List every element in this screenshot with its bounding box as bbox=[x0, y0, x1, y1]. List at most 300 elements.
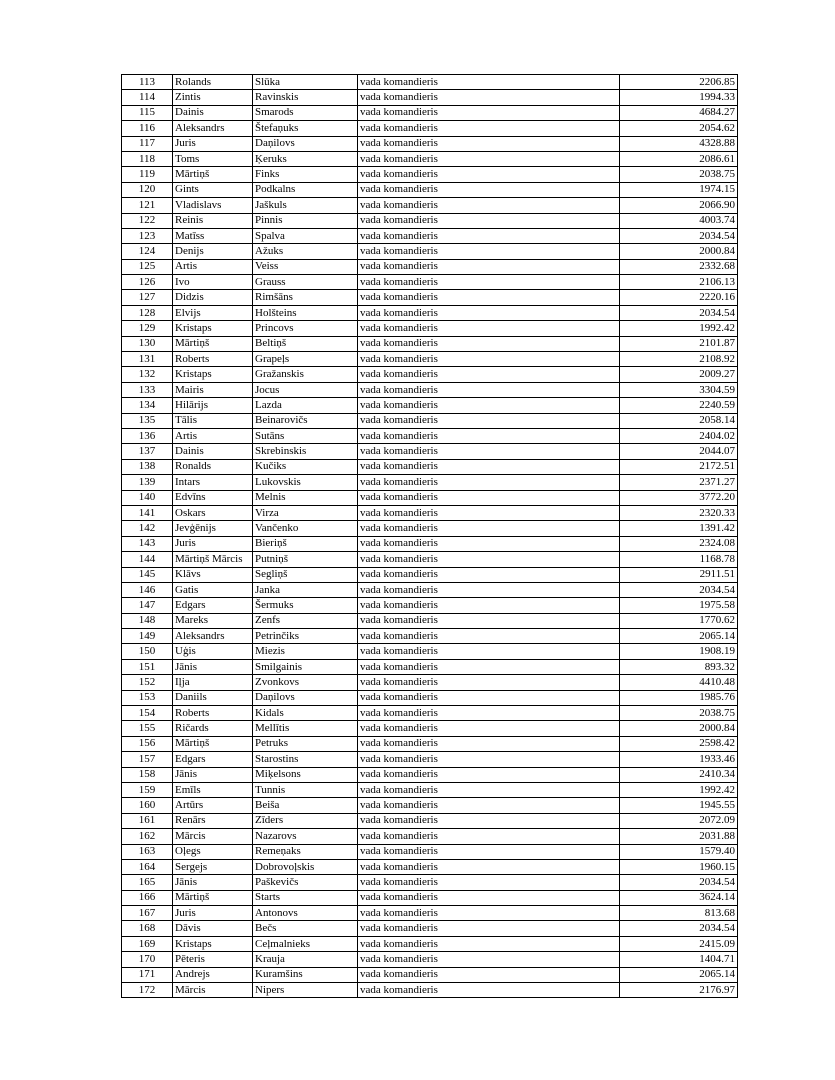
amount-cell: 2598.42 bbox=[620, 736, 738, 751]
position-cell: vada komandieris bbox=[358, 444, 620, 459]
position-cell: vada komandieris bbox=[358, 567, 620, 582]
table-row bbox=[122, 213, 738, 228]
amount-cell: 2404.02 bbox=[620, 428, 738, 443]
row-number-cell: 163 bbox=[122, 844, 173, 859]
table-row bbox=[122, 829, 738, 844]
last-name-cell: Princovs bbox=[253, 321, 358, 336]
amount-cell: 2065.14 bbox=[620, 967, 738, 982]
first-name-cell: Kristaps bbox=[173, 321, 253, 336]
amount-cell: 1933.46 bbox=[620, 752, 738, 767]
amount-cell: 2066.90 bbox=[620, 198, 738, 213]
last-name-cell: Beinarovičs bbox=[253, 413, 358, 428]
first-name-cell: Klāvs bbox=[173, 567, 253, 582]
position-cell: vada komandieris bbox=[358, 706, 620, 721]
table-row bbox=[122, 844, 738, 859]
first-name-cell: Jānis bbox=[173, 875, 253, 890]
first-name-cell: Mārcis bbox=[173, 983, 253, 998]
last-name-cell: Krauja bbox=[253, 952, 358, 967]
first-name-cell: Daniils bbox=[173, 690, 253, 705]
first-name-cell: Juris bbox=[173, 906, 253, 921]
amount-cell: 2000.84 bbox=[620, 721, 738, 736]
position-cell: vada komandieris bbox=[358, 721, 620, 736]
amount-cell: 2108.92 bbox=[620, 352, 738, 367]
table-row bbox=[122, 813, 738, 828]
amount-cell: 2054.62 bbox=[620, 121, 738, 136]
amount-cell: 4003.74 bbox=[620, 213, 738, 228]
first-name-cell: Mārtiņš bbox=[173, 167, 253, 182]
table-row bbox=[122, 75, 738, 90]
position-cell: vada komandieris bbox=[358, 90, 620, 105]
table-row bbox=[122, 490, 738, 505]
position-cell: vada komandieris bbox=[358, 644, 620, 659]
table-row bbox=[122, 967, 738, 982]
table-row bbox=[122, 536, 738, 551]
row-number-cell: 120 bbox=[122, 182, 173, 197]
amount-cell: 2240.59 bbox=[620, 398, 738, 413]
first-name-cell: Andrejs bbox=[173, 967, 253, 982]
table-row bbox=[122, 398, 738, 413]
position-cell: vada komandieris bbox=[358, 336, 620, 351]
employee-table bbox=[121, 74, 738, 998]
position-cell: vada komandieris bbox=[358, 167, 620, 182]
row-number-cell: 147 bbox=[122, 598, 173, 613]
last-name-cell: Kučiks bbox=[253, 459, 358, 474]
amount-cell: 2034.54 bbox=[620, 305, 738, 320]
first-name-cell: Roberts bbox=[173, 706, 253, 721]
row-number-cell: 153 bbox=[122, 690, 173, 705]
amount-cell: 1770.62 bbox=[620, 613, 738, 628]
row-number-cell: 116 bbox=[122, 121, 173, 136]
amount-cell: 2101.87 bbox=[620, 336, 738, 351]
table-row bbox=[122, 444, 738, 459]
position-cell: vada komandieris bbox=[358, 198, 620, 213]
position-cell: vada komandieris bbox=[358, 798, 620, 813]
table-row bbox=[122, 906, 738, 921]
row-number-cell: 169 bbox=[122, 936, 173, 951]
amount-cell: 2034.54 bbox=[620, 582, 738, 597]
table-row bbox=[122, 675, 738, 690]
table-row bbox=[122, 244, 738, 259]
amount-cell: 2410.34 bbox=[620, 767, 738, 782]
last-name-cell: Jocus bbox=[253, 382, 358, 397]
amount-cell: 1168.78 bbox=[620, 552, 738, 567]
position-cell: vada komandieris bbox=[358, 275, 620, 290]
position-cell: vada komandieris bbox=[358, 490, 620, 505]
table-row bbox=[122, 552, 738, 567]
row-number-cell: 115 bbox=[122, 105, 173, 120]
row-number-cell: 160 bbox=[122, 798, 173, 813]
amount-cell: 2031.88 bbox=[620, 829, 738, 844]
position-cell: vada komandieris bbox=[358, 921, 620, 936]
row-number-cell: 170 bbox=[122, 952, 173, 967]
first-name-cell: Uģis bbox=[173, 644, 253, 659]
row-number-cell: 165 bbox=[122, 875, 173, 890]
row-number-cell: 132 bbox=[122, 367, 173, 382]
table-row bbox=[122, 921, 738, 936]
last-name-cell: Jaškuls bbox=[253, 198, 358, 213]
table-row bbox=[122, 567, 738, 582]
amount-cell: 1579.40 bbox=[620, 844, 738, 859]
last-name-cell: Bieriņš bbox=[253, 536, 358, 551]
amount-cell: 813.68 bbox=[620, 906, 738, 921]
table-row bbox=[122, 890, 738, 905]
table-row bbox=[122, 382, 738, 397]
table-row bbox=[122, 505, 738, 520]
first-name-cell: Emīls bbox=[173, 782, 253, 797]
last-name-cell: Virza bbox=[253, 505, 358, 520]
last-name-cell: Finks bbox=[253, 167, 358, 182]
position-cell: vada komandieris bbox=[358, 752, 620, 767]
first-name-cell: Dainis bbox=[173, 444, 253, 459]
amount-cell: 2324.08 bbox=[620, 536, 738, 551]
first-name-cell: Artis bbox=[173, 259, 253, 274]
first-name-cell: Sergejs bbox=[173, 859, 253, 874]
first-name-cell: Denijs bbox=[173, 244, 253, 259]
amount-cell: 2320.33 bbox=[620, 505, 738, 520]
first-name-cell: Ričards bbox=[173, 721, 253, 736]
last-name-cell: Starts bbox=[253, 890, 358, 905]
table-row bbox=[122, 336, 738, 351]
amount-cell: 2086.61 bbox=[620, 151, 738, 166]
position-cell: vada komandieris bbox=[358, 844, 620, 859]
row-number-cell: 127 bbox=[122, 290, 173, 305]
last-name-cell: Veiss bbox=[253, 259, 358, 274]
position-cell: vada komandieris bbox=[358, 121, 620, 136]
position-cell: vada komandieris bbox=[358, 675, 620, 690]
table-row bbox=[122, 290, 738, 305]
first-name-cell: Artis bbox=[173, 428, 253, 443]
position-cell: vada komandieris bbox=[358, 967, 620, 982]
amount-cell: 2044.07 bbox=[620, 444, 738, 459]
row-number-cell: 145 bbox=[122, 567, 173, 582]
position-cell: vada komandieris bbox=[358, 829, 620, 844]
last-name-cell: Beltiņš bbox=[253, 336, 358, 351]
position-cell: vada komandieris bbox=[358, 75, 620, 90]
amount-cell: 2911.51 bbox=[620, 567, 738, 582]
first-name-cell: Dainis bbox=[173, 105, 253, 120]
last-name-cell: Petrinčiks bbox=[253, 629, 358, 644]
last-name-cell: Smarods bbox=[253, 105, 358, 120]
row-number-cell: 162 bbox=[122, 829, 173, 844]
position-cell: vada komandieris bbox=[358, 475, 620, 490]
first-name-cell: Artūrs bbox=[173, 798, 253, 813]
row-number-cell: 142 bbox=[122, 521, 173, 536]
last-name-cell: Miķelsons bbox=[253, 767, 358, 782]
amount-cell: 893.32 bbox=[620, 659, 738, 674]
last-name-cell: Šermuks bbox=[253, 598, 358, 613]
first-name-cell: Iļja bbox=[173, 675, 253, 690]
last-name-cell: Kuramšins bbox=[253, 967, 358, 982]
last-name-cell: Daņilovs bbox=[253, 136, 358, 151]
table-row bbox=[122, 321, 738, 336]
position-cell: vada komandieris bbox=[358, 552, 620, 567]
last-name-cell: Zenfs bbox=[253, 613, 358, 628]
first-name-cell: Juris bbox=[173, 136, 253, 151]
amount-cell: 3624.14 bbox=[620, 890, 738, 905]
row-number-cell: 152 bbox=[122, 675, 173, 690]
table-row bbox=[122, 613, 738, 628]
row-number-cell: 161 bbox=[122, 813, 173, 828]
last-name-cell: Rimšāns bbox=[253, 290, 358, 305]
position-cell: vada komandieris bbox=[358, 813, 620, 828]
position-cell: vada komandieris bbox=[358, 213, 620, 228]
row-number-cell: 134 bbox=[122, 398, 173, 413]
row-number-cell: 171 bbox=[122, 967, 173, 982]
row-number-cell: 148 bbox=[122, 613, 173, 628]
position-cell: vada komandieris bbox=[358, 352, 620, 367]
position-cell: vada komandieris bbox=[358, 321, 620, 336]
position-cell: vada komandieris bbox=[358, 936, 620, 951]
amount-cell: 2058.14 bbox=[620, 413, 738, 428]
first-name-cell: Oskars bbox=[173, 505, 253, 520]
amount-cell: 4684.27 bbox=[620, 105, 738, 120]
amount-cell: 1974.15 bbox=[620, 182, 738, 197]
last-name-cell: Sutāns bbox=[253, 428, 358, 443]
position-cell: vada komandieris bbox=[358, 690, 620, 705]
table-row bbox=[122, 659, 738, 674]
position-cell: vada komandieris bbox=[358, 228, 620, 243]
first-name-cell: Ivo bbox=[173, 275, 253, 290]
table-row bbox=[122, 598, 738, 613]
first-name-cell: Vladislavs bbox=[173, 198, 253, 213]
table-row bbox=[122, 352, 738, 367]
row-number-cell: 136 bbox=[122, 428, 173, 443]
table-row bbox=[122, 305, 738, 320]
first-name-cell: Ronalds bbox=[173, 459, 253, 474]
last-name-cell: Spalva bbox=[253, 228, 358, 243]
position-cell: vada komandieris bbox=[358, 536, 620, 551]
table-row bbox=[122, 428, 738, 443]
row-number-cell: 167 bbox=[122, 906, 173, 921]
last-name-cell: Slūka bbox=[253, 75, 358, 90]
table-row bbox=[122, 983, 738, 998]
first-name-cell: Kristaps bbox=[173, 367, 253, 382]
position-cell: vada komandieris bbox=[358, 613, 620, 628]
last-name-cell: Štefaņuks bbox=[253, 121, 358, 136]
table-row bbox=[122, 736, 738, 751]
first-name-cell: Mārtiņš bbox=[173, 736, 253, 751]
last-name-cell: Segliņš bbox=[253, 567, 358, 582]
amount-cell: 1391.42 bbox=[620, 521, 738, 536]
amount-cell: 2206.85 bbox=[620, 75, 738, 90]
table-row bbox=[122, 151, 738, 166]
position-cell: vada komandieris bbox=[358, 983, 620, 998]
amount-cell: 1992.42 bbox=[620, 782, 738, 797]
last-name-cell: Lazda bbox=[253, 398, 358, 413]
amount-cell: 1404.71 bbox=[620, 952, 738, 967]
table-row bbox=[122, 706, 738, 721]
first-name-cell: Mairis bbox=[173, 382, 253, 397]
position-cell: vada komandieris bbox=[358, 582, 620, 597]
first-name-cell: Edgars bbox=[173, 598, 253, 613]
amount-cell: 1994.33 bbox=[620, 90, 738, 105]
last-name-cell: Miezis bbox=[253, 644, 358, 659]
position-cell: vada komandieris bbox=[358, 259, 620, 274]
row-number-cell: 168 bbox=[122, 921, 173, 936]
amount-cell: 1960.15 bbox=[620, 859, 738, 874]
last-name-cell: Putniņš bbox=[253, 552, 358, 567]
first-name-cell: Roberts bbox=[173, 352, 253, 367]
amount-cell: 2009.27 bbox=[620, 367, 738, 382]
last-name-cell: Janka bbox=[253, 582, 358, 597]
row-number-cell: 123 bbox=[122, 228, 173, 243]
amount-cell: 4410.48 bbox=[620, 675, 738, 690]
amount-cell: 1992.42 bbox=[620, 321, 738, 336]
first-name-cell: Mārtiņš bbox=[173, 336, 253, 351]
position-cell: vada komandieris bbox=[358, 890, 620, 905]
last-name-cell: Zvonkovs bbox=[253, 675, 358, 690]
amount-cell: 2038.75 bbox=[620, 167, 738, 182]
first-name-cell: Mārcis bbox=[173, 829, 253, 844]
first-name-cell: Kristaps bbox=[173, 936, 253, 951]
amount-cell: 3304.59 bbox=[620, 382, 738, 397]
position-cell: vada komandieris bbox=[358, 767, 620, 782]
row-number-cell: 149 bbox=[122, 629, 173, 644]
table-row bbox=[122, 413, 738, 428]
first-name-cell: Zintis bbox=[173, 90, 253, 105]
row-number-cell: 164 bbox=[122, 859, 173, 874]
first-name-cell: Gints bbox=[173, 182, 253, 197]
row-number-cell: 124 bbox=[122, 244, 173, 259]
first-name-cell: Elvijs bbox=[173, 305, 253, 320]
first-name-cell: Intars bbox=[173, 475, 253, 490]
row-number-cell: 155 bbox=[122, 721, 173, 736]
position-cell: vada komandieris bbox=[358, 398, 620, 413]
first-name-cell: Aleksandrs bbox=[173, 629, 253, 644]
position-cell: vada komandieris bbox=[358, 505, 620, 520]
table-row bbox=[122, 121, 738, 136]
first-name-cell: Gatis bbox=[173, 582, 253, 597]
table-row bbox=[122, 475, 738, 490]
first-name-cell: Tālis bbox=[173, 413, 253, 428]
position-cell: vada komandieris bbox=[358, 290, 620, 305]
position-cell: vada komandieris bbox=[358, 952, 620, 967]
position-cell: vada komandieris bbox=[358, 428, 620, 443]
amount-cell: 1975.58 bbox=[620, 598, 738, 613]
table-row bbox=[122, 582, 738, 597]
last-name-cell: Kidals bbox=[253, 706, 358, 721]
position-cell: vada komandieris bbox=[358, 906, 620, 921]
row-number-cell: 133 bbox=[122, 382, 173, 397]
row-number-cell: 121 bbox=[122, 198, 173, 213]
last-name-cell: Skrebinskis bbox=[253, 444, 358, 459]
row-number-cell: 122 bbox=[122, 213, 173, 228]
row-number-cell: 128 bbox=[122, 305, 173, 320]
table-row bbox=[122, 259, 738, 274]
table-row bbox=[122, 875, 738, 890]
last-name-cell: Zīders bbox=[253, 813, 358, 828]
row-number-cell: 151 bbox=[122, 659, 173, 674]
last-name-cell: Grapeļs bbox=[253, 352, 358, 367]
amount-cell: 4328.88 bbox=[620, 136, 738, 151]
last-name-cell: Lukovskis bbox=[253, 475, 358, 490]
row-number-cell: 143 bbox=[122, 536, 173, 551]
row-number-cell: 113 bbox=[122, 75, 173, 90]
row-number-cell: 139 bbox=[122, 475, 173, 490]
row-number-cell: 144 bbox=[122, 552, 173, 567]
row-number-cell: 158 bbox=[122, 767, 173, 782]
position-cell: vada komandieris bbox=[358, 244, 620, 259]
last-name-cell: Petruks bbox=[253, 736, 358, 751]
amount-cell: 2220.16 bbox=[620, 290, 738, 305]
row-number-cell: 137 bbox=[122, 444, 173, 459]
last-name-cell: Pinnis bbox=[253, 213, 358, 228]
table-row bbox=[122, 275, 738, 290]
table-row bbox=[122, 936, 738, 951]
last-name-cell: Nipers bbox=[253, 983, 358, 998]
position-cell: vada komandieris bbox=[358, 151, 620, 166]
row-number-cell: 125 bbox=[122, 259, 173, 274]
row-number-cell: 150 bbox=[122, 644, 173, 659]
amount-cell: 3772.20 bbox=[620, 490, 738, 505]
table-row bbox=[122, 690, 738, 705]
table-row bbox=[122, 182, 738, 197]
last-name-cell: Nazarovs bbox=[253, 829, 358, 844]
first-name-cell: Toms bbox=[173, 151, 253, 166]
last-name-cell: Remeņaks bbox=[253, 844, 358, 859]
amount-cell: 2332.68 bbox=[620, 259, 738, 274]
amount-cell: 2034.54 bbox=[620, 921, 738, 936]
position-cell: vada komandieris bbox=[358, 367, 620, 382]
table-row bbox=[122, 782, 738, 797]
row-number-cell: 156 bbox=[122, 736, 173, 751]
first-name-cell: Jānis bbox=[173, 659, 253, 674]
last-name-cell: Paškevičs bbox=[253, 875, 358, 890]
table-row bbox=[122, 367, 738, 382]
amount-cell: 2000.84 bbox=[620, 244, 738, 259]
last-name-cell: Podkalns bbox=[253, 182, 358, 197]
position-cell: vada komandieris bbox=[358, 736, 620, 751]
position-cell: vada komandieris bbox=[358, 382, 620, 397]
amount-cell: 1985.76 bbox=[620, 690, 738, 705]
position-cell: vada komandieris bbox=[358, 105, 620, 120]
last-name-cell: Beiša bbox=[253, 798, 358, 813]
first-name-cell: Jānis bbox=[173, 767, 253, 782]
last-name-cell: Ķeruks bbox=[253, 151, 358, 166]
position-cell: vada komandieris bbox=[358, 521, 620, 536]
amount-cell: 2415.09 bbox=[620, 936, 738, 951]
table-row bbox=[122, 721, 738, 736]
first-name-cell: Matīss bbox=[173, 228, 253, 243]
first-name-cell: Pēteris bbox=[173, 952, 253, 967]
row-number-cell: 141 bbox=[122, 505, 173, 520]
first-name-cell: Juris bbox=[173, 536, 253, 551]
row-number-cell: 126 bbox=[122, 275, 173, 290]
amount-cell: 2065.14 bbox=[620, 629, 738, 644]
position-cell: vada komandieris bbox=[358, 136, 620, 151]
first-name-cell: Edgars bbox=[173, 752, 253, 767]
last-name-cell: Vančenko bbox=[253, 521, 358, 536]
position-cell: vada komandieris bbox=[358, 305, 620, 320]
first-name-cell: Mārtiņš Mārcis bbox=[173, 552, 253, 567]
amount-cell: 2034.54 bbox=[620, 875, 738, 890]
first-name-cell: Reinis bbox=[173, 213, 253, 228]
table-row bbox=[122, 228, 738, 243]
row-number-cell: 129 bbox=[122, 321, 173, 336]
position-cell: vada komandieris bbox=[358, 659, 620, 674]
row-number-cell: 138 bbox=[122, 459, 173, 474]
position-cell: vada komandieris bbox=[358, 413, 620, 428]
last-name-cell: Melnis bbox=[253, 490, 358, 505]
position-cell: vada komandieris bbox=[358, 598, 620, 613]
row-number-cell: 166 bbox=[122, 890, 173, 905]
table-row bbox=[122, 952, 738, 967]
row-number-cell: 117 bbox=[122, 136, 173, 151]
table-row bbox=[122, 752, 738, 767]
row-number-cell: 146 bbox=[122, 582, 173, 597]
last-name-cell: Smilgainis bbox=[253, 659, 358, 674]
first-name-cell: Jevģēnijs bbox=[173, 521, 253, 536]
